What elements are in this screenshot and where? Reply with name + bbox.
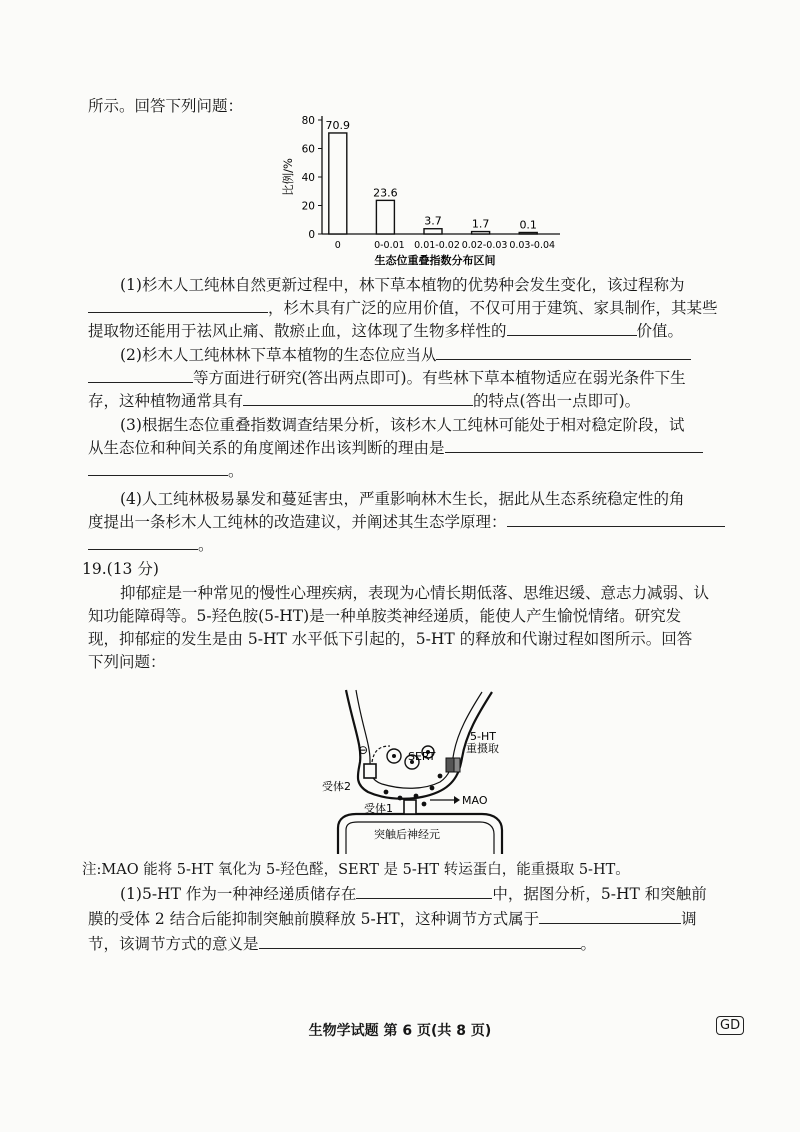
bar xyxy=(472,232,490,234)
q18-part4-line2: 度提出一条杉木人工纯林的改造建议，并阐述其生态学原理： xyxy=(88,512,725,532)
y-tick-label: 0 xyxy=(308,229,315,241)
bar xyxy=(329,133,347,234)
answer-blank[interactable] xyxy=(88,368,193,383)
answer-blank[interactable] xyxy=(445,438,703,453)
answer-blank[interactable] xyxy=(539,909,681,924)
label-5ht: 5-HT xyxy=(470,730,496,743)
q18-part4-line1: (4)人工纯林极易暴发和蔓延害虫，严重影响林木生长，据此从生态系统稳定性的角 xyxy=(120,490,685,508)
q19-stem-line2: 知功能障碍等。5-羟色胺(5-HT)是一种单胺类神经递质，能使人产生愉悦情绪。研究发 xyxy=(88,607,682,625)
x-tick-label: 0 xyxy=(334,240,341,251)
answer-blank[interactable] xyxy=(436,345,691,360)
q19-stem-line4: 下列问题： xyxy=(88,653,166,671)
bar xyxy=(424,229,442,234)
x-axis-label: 生态位重叠指数分布区间 xyxy=(374,254,496,267)
y-tick-label: 80 xyxy=(301,115,315,127)
answer-blank[interactable] xyxy=(259,934,581,949)
page-footer: 生物学试题 第 6 页(共 8 页) xyxy=(308,1023,492,1039)
gd-badge: GD xyxy=(716,1016,744,1035)
q19-stem-line3: 现，抑郁症的发生是由 5-HT 水平低下引起的，5-HT 的释放和代谢过程如图所示。回答 xyxy=(88,630,693,648)
y-tick-label: 40 xyxy=(301,172,315,184)
label-reuptake: 重摄取 xyxy=(466,742,499,755)
answer-blank[interactable] xyxy=(507,321,637,336)
q19-part1-line2: 膜的受体 2 结合后能抑制突触前膜释放 5-HT，这种调节方式属于 调 xyxy=(88,910,697,928)
answer-blank[interactable] xyxy=(356,884,492,899)
y-axis-label: 比例/% xyxy=(281,158,295,196)
x-tick-label: 0.03-0.04 xyxy=(509,240,556,251)
answer-blank[interactable] xyxy=(88,535,198,550)
q18-part2-line2: 等方面进行研究(答出两点即可)。有些林下草本植物适应在弱光条件下生 xyxy=(88,368,686,388)
intro-text: 所示。回答下列问题： xyxy=(88,97,244,115)
y-tick-label: 60 xyxy=(301,143,315,156)
q18-part3-line3: 。 xyxy=(88,461,244,481)
niche-overlap-bar-chart xyxy=(270,108,570,268)
bar xyxy=(519,233,537,235)
q19-number: 19.(13 分) xyxy=(82,560,159,578)
q18-part1-line2: ，杉木具有广泛的应用价值，不仅可用于建筑、家具制作，其某些 xyxy=(88,298,718,318)
label-receptor-2: 受体2 xyxy=(322,780,351,793)
q18-part1-line1: (1)杉木人工纯林自然更新过程中，林下草本植物的优势种会发生变化，该过程称为 xyxy=(120,276,685,294)
q19-part1-line1: (1)5-HT 作为一种神经递质储存在 中，据图分析，5-HT 和突触前 xyxy=(120,885,707,903)
x-tick-label: 0.01-0.02 xyxy=(414,240,460,251)
label-postsynaptic: 突触后神经元 xyxy=(374,828,440,841)
bar-value-label: 23.6 xyxy=(373,186,398,200)
label-receptor-1: 受体1 xyxy=(364,802,393,815)
label-sert: SERT xyxy=(408,750,436,763)
y-tick-label: 20 xyxy=(301,200,315,213)
q18-part2-line1: (2)杉木人工纯林林下草本植物的生态位应当从 xyxy=(120,345,691,365)
synapse-diagram xyxy=(320,688,520,854)
bar-value-label: 0.1 xyxy=(519,218,537,232)
inhibition-symbol: ⊖ xyxy=(358,743,369,757)
diagram-note: 注:MAO 能将 5-HT 氧化为 5-羟色醛，SERT 是 5-HT 转运蛋白，能重摄取 5-HT。 xyxy=(82,862,630,878)
q19-part1-line3: 节，该调节方式的意义是 。 xyxy=(88,935,597,953)
label-mao: MAO xyxy=(462,794,488,807)
answer-blank[interactable] xyxy=(88,461,228,476)
x-tick-label: 0.02-0.03 xyxy=(461,240,508,251)
answer-blank[interactable] xyxy=(243,391,473,406)
q18-part2-line3: 存，这种植物通常具有 的特点(答出一点即可)。 xyxy=(88,392,641,410)
bar-value-label: 1.7 xyxy=(471,217,490,231)
sert-transporter xyxy=(446,758,454,772)
x-tick-label: 0-0.01 xyxy=(374,240,405,251)
q18-part1-line3: 提取物还能用于祛风止痛、散瘀止血，这体现了生物多样性的 价值。 xyxy=(88,322,684,340)
answer-blank[interactable] xyxy=(507,512,725,527)
bar xyxy=(376,200,394,234)
answer-blank[interactable] xyxy=(88,298,268,313)
receptor-2 xyxy=(364,764,376,778)
q18-part3-line2: 从生态位和种间关系的角度阐述作出该判断的理由是 xyxy=(88,438,703,458)
bar-value-label: 70.9 xyxy=(325,118,351,132)
receptor-1 xyxy=(404,800,416,814)
bar-value-label: 3.7 xyxy=(424,214,442,228)
q18-part4-line3: 。 xyxy=(88,535,214,555)
q19-stem-line1: 抑郁症是一种常见的慢性心理疾病，表现为心情长期低落、思维迟缓、意志力减弱、认 xyxy=(120,584,710,602)
q18-part3-line1: (3)根据生态位重叠指数调查结果分析，该杉木人工纯林可能处于相对稳定阶段，试 xyxy=(120,416,685,434)
